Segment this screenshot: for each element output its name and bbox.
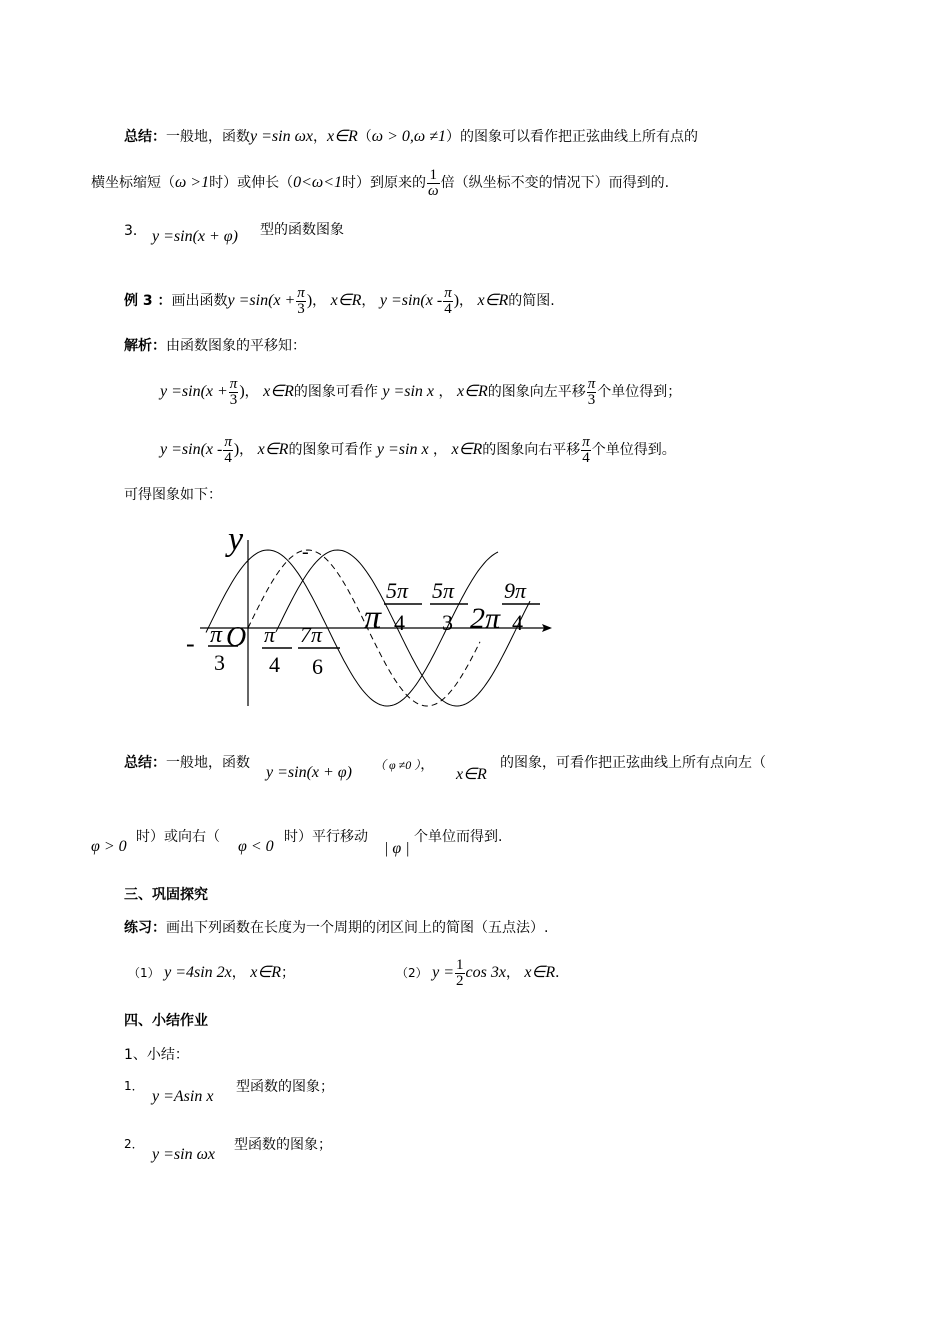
- analysis-r1-n2: π: [587, 375, 596, 392]
- recap-item1-text: 型函数的图象；: [236, 1079, 334, 1095]
- analysis-r1-sep2: ，: [438, 384, 453, 400]
- analysis-r1-sep: ，: [244, 384, 259, 400]
- section3-formula-line: [152, 228, 238, 246]
- section3-number: 3．: [124, 223, 147, 239]
- analysis-r1-den: 3: [229, 391, 238, 408]
- recap-item2-num-line: [124, 1135, 144, 1153]
- exercise-p2-frac-den: 2: [456, 972, 464, 989]
- exercise-p2-num: （2）: [396, 966, 428, 980]
- recap-item2-formula: y =sin ωx: [152, 1146, 215, 1163]
- analysis-r1-t3: 个单位得到；: [597, 384, 682, 400]
- summary2-formula: y =sin(x + φ): [266, 764, 352, 781]
- graph-7pi6-den: 6: [312, 654, 323, 679]
- analysis-r2-t3: 个单位得到。: [591, 442, 676, 458]
- analysis-r2-fa: y =sin(x -: [160, 441, 223, 458]
- analysis-label: 解析：: [124, 338, 166, 354]
- graph-pi3-num: π: [210, 622, 223, 648]
- exercise-problem1: [128, 955, 295, 991]
- summary2-sep: ，: [420, 757, 435, 773]
- summary1-l2-c: 时）到原来的: [341, 175, 426, 191]
- graph-pi4-den: 4: [269, 652, 280, 677]
- example3-line: [124, 283, 555, 319]
- analysis-r2-dom: x∈R: [257, 441, 289, 458]
- graph-5pi3-den: 3: [442, 610, 453, 635]
- analysis-r1-t2: 的图象向左平移: [487, 384, 586, 400]
- summary2-c1-line: [91, 838, 127, 856]
- example3-sep2: ，: [361, 293, 376, 309]
- graph-pi: π: [364, 599, 382, 636]
- summary2-condition: （ φ ≠0 ）: [374, 758, 421, 772]
- summary1-l2-a: 横坐标缩短（: [91, 175, 175, 191]
- example3-f1-den: 3: [297, 300, 305, 317]
- exercise-problem2: [396, 955, 559, 991]
- recap-item2-num: 2．: [124, 1137, 144, 1151]
- summary1-l2-b: 时）或伸长（: [209, 175, 294, 191]
- example3-dom1: x∈R: [330, 292, 362, 309]
- example3-end: 的简图.: [508, 293, 555, 309]
- summary2-abs: | φ |: [384, 840, 410, 857]
- section3-text: 型的函数图象: [260, 222, 344, 238]
- analysis-r2-sep: ，: [239, 442, 254, 458]
- graph-intro: [124, 486, 222, 504]
- summary2-text-b: 的图象，可看作把正弦曲线上所有点向左（: [500, 755, 766, 771]
- graph-minus: -: [186, 629, 195, 658]
- section-three-title: 三、巩固探究: [124, 887, 208, 903]
- exercise-p2-sep: ，: [505, 965, 520, 981]
- summary1-line1: [124, 128, 698, 146]
- analysis-r2-d2: 4: [582, 449, 590, 466]
- example3-text: 画出函数: [171, 293, 228, 309]
- exercise-p2-frac-num: 1: [456, 956, 464, 973]
- graph-pi4-num: π: [264, 622, 276, 647]
- example3-label: 例 3 ：: [124, 293, 172, 309]
- summary1-formula: y =sin ωx: [250, 128, 313, 145]
- summary1-line2: [91, 165, 669, 201]
- graph-7pi6-num: 7π: [300, 622, 323, 647]
- summary2-l2c-line: [414, 828, 502, 846]
- summary1-cond-stretch: 0<ω<1: [293, 174, 342, 191]
- example3-sep3: ，: [459, 293, 474, 309]
- analysis-r2-n2: π: [582, 433, 590, 450]
- exercise-p2-b: cos 3x: [465, 964, 506, 981]
- analysis-r2-den: 4: [224, 449, 232, 466]
- exercise-p1-end: ；: [281, 965, 296, 981]
- analysis-r1-dom: x∈R: [263, 383, 294, 400]
- analysis-r1-f2: y =sin x: [382, 383, 435, 400]
- example3-f2-num: π: [444, 284, 452, 301]
- analysis-r1-num: π: [229, 375, 238, 392]
- summary2-cond-right: φ < 0: [238, 838, 274, 855]
- exercise-p1-formula: y =4sin 2x: [164, 964, 232, 981]
- summary1-text-d: ）的图象可以看作把正弦曲线上所有点的: [445, 129, 698, 145]
- summary2-l2-c: 个单位而得到.: [414, 829, 503, 845]
- exercise-p2-a: y =: [432, 964, 454, 981]
- summary2-abs-line: [384, 840, 410, 858]
- analysis-r1-shift-frac: [587, 377, 597, 408]
- exercise-p2-dom: x∈R: [524, 964, 556, 981]
- section3-formula: y =sin(x + φ): [152, 228, 238, 245]
- graph-5pi4-den: 4: [394, 610, 405, 635]
- graph-5pi4-num: 5π: [386, 578, 409, 603]
- sine-shift-graph: [180, 518, 570, 713]
- graph-intro-text: 可得图象如下：: [124, 487, 222, 503]
- recap-item2-text-line: [234, 1136, 332, 1154]
- analysis-r2-shift-frac: [581, 435, 591, 466]
- analysis-r2-f2: y =sin x: [376, 441, 429, 458]
- analysis-r1-frac: [229, 377, 239, 408]
- analysis-r1-fb: ): [239, 383, 245, 400]
- summary1-label: 总结：: [124, 129, 166, 145]
- summary1-domain: x∈R: [326, 128, 358, 145]
- exercise-line: [124, 919, 548, 937]
- example3-sep1: ，: [312, 293, 327, 309]
- exercise-p2-frac: [455, 958, 465, 989]
- analysis-heading: [124, 337, 306, 355]
- exercise-p1-num: （1）: [128, 966, 160, 980]
- summary2-cond-left: φ > 0: [91, 838, 127, 855]
- summary2-l2-b: 时）平行移动: [284, 829, 368, 845]
- summary1-text-b: ，: [312, 129, 327, 145]
- summary2-line1a: [124, 754, 250, 772]
- section-four-title: 四、小结作业: [124, 1013, 208, 1029]
- analysis-r1-d2: 3: [587, 391, 596, 408]
- summary2-formula-line: [266, 764, 352, 782]
- recap-heading: 1、小结：: [124, 1047, 189, 1063]
- summary1-frac-num: 1: [427, 168, 440, 184]
- recap-item2-text: 型函数的图象；: [234, 1137, 332, 1153]
- recap-item2-formula-line: [152, 1146, 215, 1164]
- analysis-r2-fb: ): [233, 441, 240, 458]
- example3-f2-frac: [443, 286, 453, 317]
- analysis-row1: [160, 374, 681, 410]
- summary2-l2b-line: [284, 828, 368, 846]
- analysis-r2-dom2: x∈R: [451, 441, 483, 458]
- analysis-r2-t2: 的图象向右平移: [482, 442, 581, 458]
- summary1-fraction: [427, 168, 440, 199]
- example3-f1-frac: [296, 286, 306, 317]
- recap-item1-formula-line: [152, 1088, 213, 1106]
- recap-item1-formula: y =Asin x: [152, 1088, 214, 1105]
- summary1-cond-shrink: ω >1: [175, 174, 210, 191]
- summary2-cond-line: [374, 756, 434, 774]
- analysis-r2-sep2: ，: [433, 442, 448, 458]
- analysis-r2-t1: 的图象可看作: [288, 442, 373, 458]
- graph-y-label: y: [228, 521, 244, 558]
- graph-2pi: 2π: [470, 602, 501, 635]
- summary1-condition: ω > 0,ω ≠1: [371, 128, 446, 145]
- summary2-dom-line: [456, 766, 487, 784]
- analysis-r2-frac: [223, 435, 233, 466]
- summary1-text-c: （: [357, 129, 372, 145]
- example3-f2-den: 4: [444, 300, 452, 317]
- summary1-text-a: 一般地，函数: [166, 129, 250, 145]
- exercise-p1-dom: x∈R: [250, 964, 282, 981]
- summary2-text-b-line: [500, 754, 766, 772]
- example3-f2a: y =sin(x -: [379, 292, 443, 309]
- section3-heading: [124, 222, 147, 240]
- analysis-r2-num: π: [224, 433, 232, 450]
- summary2-domain: x∈R: [456, 766, 487, 783]
- summary2-label: 总结：: [124, 755, 166, 771]
- exercise-p1-sep: ，: [231, 965, 246, 981]
- analysis-r1-t1: 的图象可看作: [293, 384, 378, 400]
- summary2-l2a-line: [136, 828, 220, 846]
- analysis-r1-fa: y =sin(x +: [160, 383, 228, 400]
- exercise-p2-end: .: [555, 964, 560, 981]
- analysis-r1-dom2: x∈R: [456, 383, 488, 400]
- example3-f1-num: π: [297, 284, 305, 301]
- recap-item1-num-line: [124, 1077, 144, 1095]
- graph-9pi4-den: 4: [512, 610, 523, 635]
- graph-top-dash: -: [302, 541, 309, 563]
- graph-5pi3-num: 5π: [432, 578, 455, 603]
- summary2-c2-line: [238, 838, 274, 856]
- example3-f1b: ): [306, 292, 313, 309]
- example3-f2b: ): [453, 292, 460, 309]
- summary2-text-a: 一般地，函数: [166, 755, 250, 771]
- graph-pi3-den: 3: [214, 650, 225, 675]
- summary1-frac-den: ω: [427, 182, 439, 199]
- exercise-label: 练习：: [124, 920, 166, 936]
- example3-dom2: x∈R: [477, 292, 509, 309]
- graph-origin: O: [226, 622, 247, 653]
- graph-9pi4-num: 9π: [504, 578, 527, 603]
- summary1-l2-d: 倍（纵坐标不变的情况下）而得到的.: [440, 175, 670, 191]
- analysis-text: 由函数图象的平移知：: [166, 338, 306, 354]
- example3-f1a: y =sin(x +: [227, 292, 296, 309]
- exercise-text: 画出下列函数在长度为一个周期的闭区间上的简图（五点法）.: [166, 920, 549, 936]
- recap-item1-num: 1．: [124, 1079, 144, 1093]
- recap-item1-text-line: [236, 1078, 334, 1096]
- section3-text-line: [260, 221, 344, 239]
- analysis-row2: [160, 432, 676, 468]
- summary2-l2-a: 时）或向右（: [136, 829, 220, 845]
